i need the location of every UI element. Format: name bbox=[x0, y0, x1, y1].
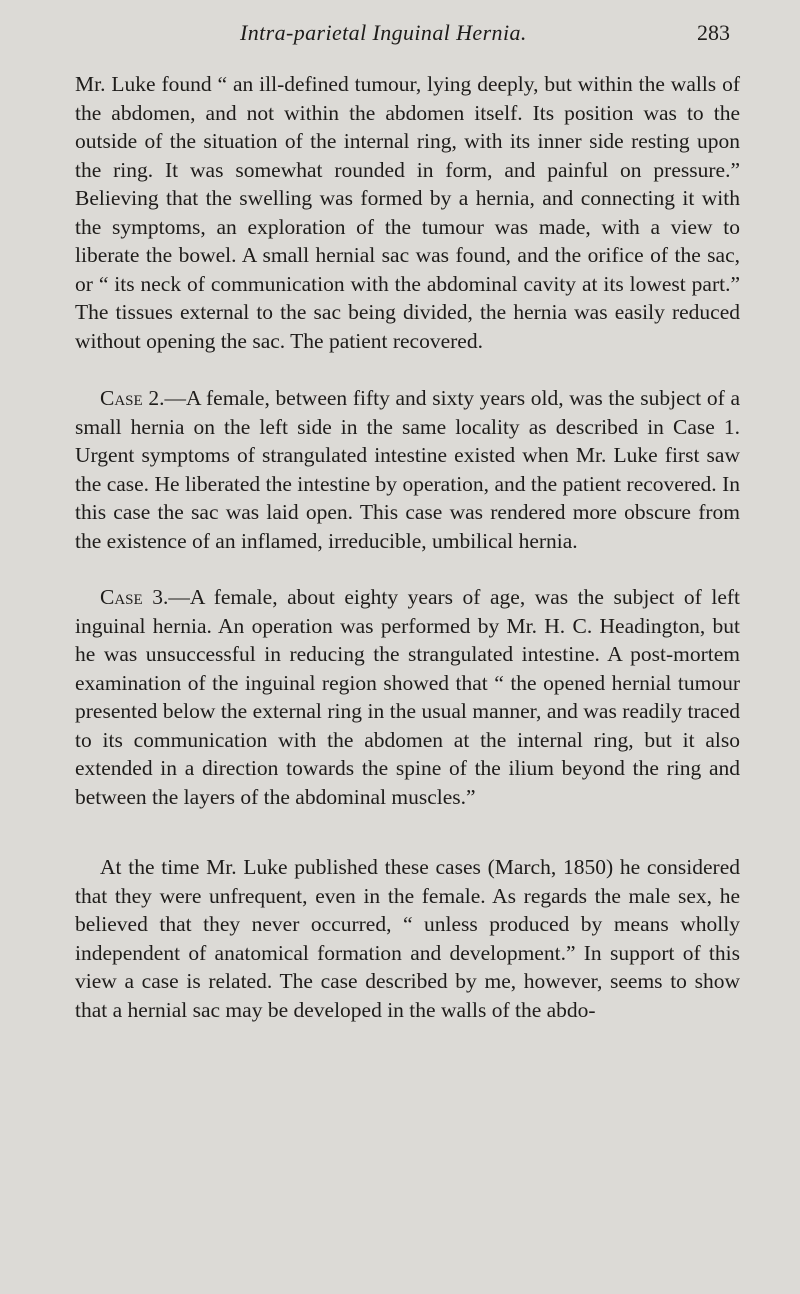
case-3-heading: Case 3. bbox=[100, 585, 169, 609]
running-title: Intra-parietal Inguinal Hernia. bbox=[240, 20, 527, 45]
case-2-heading: Case 2. bbox=[100, 386, 165, 410]
paragraph-conclusion: At the time Mr. Luke published these cases (March, 1850) he considered that they were unfrequent, even in the female. As regards the male sex, he believed that they never occurred, “ unless produced by means wholly independent of anatomical formation and development.” In support of this view a case is related. The case described by me, however, seems to show that a hernial sac may be developed in the walls of the abdo- bbox=[75, 855, 740, 1022]
running-head bbox=[0, 20, 800, 50]
case-3-text: —A female, about eighty years of age, was the subject of left inguinal hernia. An operation was performed by Mr. H. C. Headington, but he was unsuccessful in reducing the strangulated intestine. A post-mortem examination of the inguinal region showed that “ the opened hernial tumour presented below the external ring in the usual manner, and was readily traced to its communication with the abdomen at the internal ring, but it also extended in a direction towards the spine of the ilium beyond the ring and between the layers of the abdominal muscles.” bbox=[75, 585, 740, 809]
paragraph-case-3 bbox=[75, 583, 740, 811]
case-2-text: —A female, between fifty and sixty years old, was the subject of a small hernia on the left side in the same locality as described in Case 1. Urgent symptoms of strangulated intestine existed when Mr. Luke first saw the case. He liberated the intestine by operation, and the patient recovered. In this case the sac was laid open. This case was rendered more obscure from the existence of an inflamed, irreducible, umbilical hernia. bbox=[75, 386, 740, 553]
paragraph-intro: Mr. Luke found “ an ill-defined tumour, lying deeply, but within the walls of the abdomen, and not within the abdomen itself. Its position was to the outside of the situation of the internal ring, with its inner side resting upon the ring. It was somewhat rounded in form, and painful on pressure.” Believing that the swelling was formed by a hernia, and connecting it with the symptoms, an exploration of the tumour was made, with a view to liberate the bowel. A small hernial sac was found, and the orifice of the sac, or “ its neck of communication with the abdominal cavity at its lowest part.” The tissues external to the sac being divided, the hernia was easily reduced without opening the sac. The patient recovered. bbox=[75, 72, 740, 353]
paragraph-case-2 bbox=[75, 384, 740, 555]
page-number: 283 bbox=[697, 20, 730, 45]
page-body bbox=[75, 70, 740, 1024]
